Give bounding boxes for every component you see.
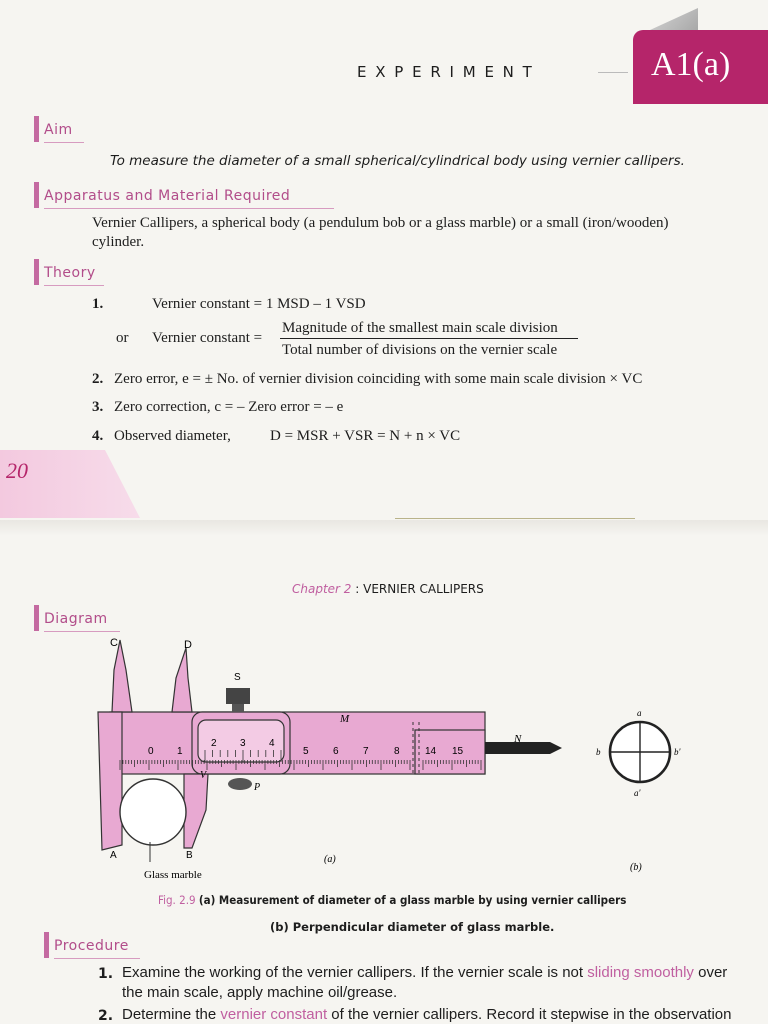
fixed-jaw-upper-c <box>112 640 132 712</box>
theory-1b-numerator: Magnitude of the smallest main scale division <box>282 320 558 336</box>
section-underline <box>54 958 140 959</box>
label-sub-b: (b) <box>630 862 642 873</box>
theory-4-formula: D = MSR + VSR = N + n × VC <box>270 428 461 444</box>
main-scale-number: 15 <box>452 746 464 757</box>
corner-fold <box>650 8 698 30</box>
label-m: M <box>340 713 350 725</box>
label-p: P <box>254 782 261 793</box>
theory-3-num: 3. <box>92 399 104 415</box>
procedure-2-num: 2. <box>98 1008 114 1024</box>
thumb-button <box>228 778 252 790</box>
label-b: B <box>186 850 193 861</box>
apparatus-heading: Apparatus and Material Required <box>44 188 291 204</box>
chapter-prefix: Chapter 2 <box>292 582 352 596</box>
theory-1-num: 1. <box>92 296 104 312</box>
section-marker <box>44 932 49 958</box>
experiment-code: A1(a) <box>651 46 731 83</box>
theory-1b-lhs: Vernier constant = <box>152 330 263 346</box>
theory-1b-denominator: Total number of divisions on the vernier scale <box>282 342 558 358</box>
figure-line2: (b) Perpendicular diameter of glass marble. <box>270 920 555 934</box>
chapter-header <box>292 582 484 596</box>
aim-text: To measure the diameter of a small spherical/cylindrical body using vernier callipers. <box>110 153 685 169</box>
label-small-a: a <box>637 708 642 718</box>
main-scale-number: 1 <box>177 746 183 757</box>
page-number: 20 <box>6 458 28 483</box>
glass-marble <box>120 779 186 845</box>
theory-3-text: Zero correction, c = – Zero error = – e <box>114 399 344 415</box>
section-marker <box>34 116 39 142</box>
procedure-1-highlight: sliding smoothly <box>587 964 694 981</box>
page-bottom-rule <box>395 518 635 519</box>
main-scale-number: 2 <box>211 738 217 749</box>
procedure-1-text <box>122 964 727 981</box>
fixed-jaw-lower-a <box>98 712 122 850</box>
section-procedure <box>54 938 140 954</box>
main-scale-number: 8 <box>394 746 400 757</box>
label-c: C <box>110 637 118 649</box>
label-small-b: b <box>596 747 601 757</box>
figure-line1: (a) Measurement of diameter of a glass marble by using vernier callipers <box>198 893 627 907</box>
section-marker <box>34 182 39 208</box>
main-scale-number: 4 <box>269 738 275 749</box>
section-underline <box>44 285 104 286</box>
chapter-sep: : <box>351 582 364 596</box>
section-underline <box>44 142 84 143</box>
label-a: A <box>110 850 117 861</box>
figure-label: Fig. 2.9 <box>158 893 196 907</box>
header-rule <box>598 72 628 73</box>
theory-1-text: Vernier constant = 1 MSD – 1 VSD <box>152 296 366 312</box>
page-edge-shadow <box>0 520 768 536</box>
label-d: D <box>184 639 192 651</box>
main-scale-number: 7 <box>363 746 369 757</box>
theory-1b-or: or <box>116 330 129 346</box>
label-n: N <box>514 733 522 745</box>
lock-screw <box>226 688 250 704</box>
procedure-2-highlight: vernier constant <box>220 1006 328 1023</box>
section-underline <box>44 208 334 209</box>
theory-4-num: 4. <box>92 428 104 444</box>
header-experiment: E X P E R I M E N T <box>357 63 534 81</box>
depth-rod <box>485 742 562 754</box>
procedure-1-c: the main scale, apply machine oil/grease. <box>122 984 398 1001</box>
procedure-1-num: 1. <box>98 966 114 982</box>
apparatus-line2: cylinder. <box>92 234 145 250</box>
procedure-2-a: Determine the <box>122 1006 221 1023</box>
vernier-diagram <box>80 630 700 890</box>
main-scale-number: 0 <box>148 746 154 757</box>
apparatus-line1: Vernier Callipers, a spherical body (a pendulum bob or a glass marble) or a small (iron/wooden) <box>92 215 669 231</box>
section-apparatus <box>44 188 334 204</box>
label-s: S <box>234 672 241 683</box>
theory-2-num: 2. <box>92 371 104 387</box>
diagram-heading: Diagram <box>44 611 108 627</box>
section-diagram <box>44 611 120 627</box>
procedure-1-a: Examine the working of the vernier callipers. If the vernier scale is not <box>122 964 588 981</box>
section-marker <box>34 259 39 285</box>
lock-screw-stem <box>232 704 244 712</box>
label-small-a2: a' <box>634 788 641 798</box>
section-theory <box>44 265 104 281</box>
theory-2-text: Zero error, e = ± No. of vernier division coinciding with some main scale division × VC <box>114 371 643 387</box>
figure-caption-1 <box>158 893 626 907</box>
procedure-heading: Procedure <box>54 938 129 954</box>
sliding-jaw-lower-b <box>184 774 208 848</box>
chapter-title: VERNIER CALLIPERS <box>363 582 484 596</box>
label-sub-a: (a) <box>324 854 336 865</box>
label-v: V <box>200 770 207 781</box>
main-scale-number: 6 <box>333 746 339 757</box>
procedure-1-b: over <box>693 964 728 981</box>
section-marker <box>34 605 39 631</box>
procedure-2-text <box>122 1006 732 1023</box>
main-scale-number: 3 <box>240 738 246 749</box>
theory-heading: Theory <box>44 265 96 281</box>
main-scale-number: 14 <box>425 746 437 757</box>
main-scale-number: 5 <box>303 746 309 757</box>
procedure-2-b: of the vernier callipers. Record it stepwise in the observation <box>327 1006 732 1023</box>
label-glass-marble: Glass marble <box>144 869 202 881</box>
aim-heading: Aim <box>44 122 73 138</box>
label-small-b2: b' <box>674 747 681 757</box>
sliding-jaw-upper-d <box>172 648 192 712</box>
fraction-bar <box>280 338 578 339</box>
experiment-code-badge <box>633 30 768 104</box>
theory-4-label: Observed diameter, <box>114 428 231 444</box>
section-aim <box>44 122 84 138</box>
